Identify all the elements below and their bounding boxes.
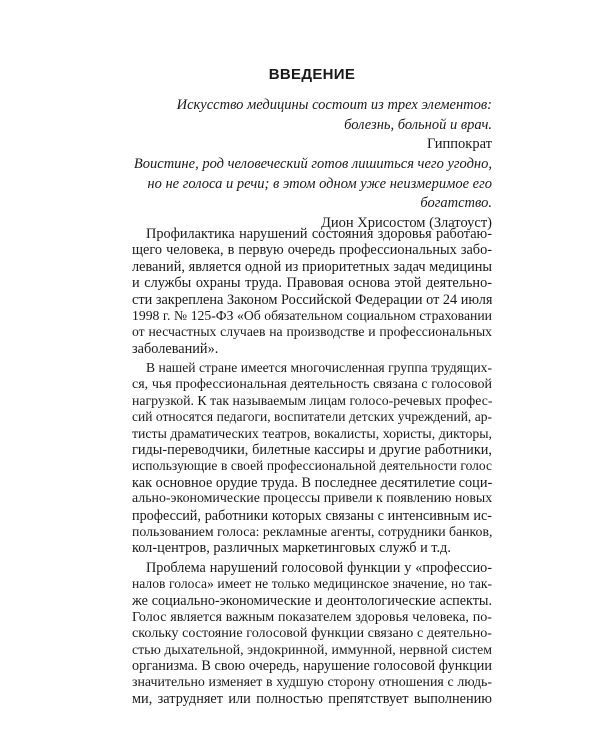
- paragraph-line: и службы охраны труда. Правовая основа этой деятельно-: [132, 275, 492, 292]
- epigraph-quote-line: болезнь, больной и врач.: [344, 116, 492, 133]
- paragraph-line: 1998 г. № 125-ФЗ «Об обязательном социальном страховании: [132, 307, 492, 323]
- paragraph-line: ально-экономические процессы привели к появлению новых: [132, 491, 493, 507]
- epigraph-hippocrates: [132, 96, 492, 155]
- paragraph-line: леваний, является одной из приоритетных задач медицины: [132, 258, 492, 275]
- paragraph: [132, 360, 492, 557]
- epigraph-quote-line: но не голоса и речи; в этом одном уже неизмеримое его: [147, 175, 492, 192]
- paragraph-line: Проблема нарушений голосовой функции у «профессио-: [146, 559, 492, 576]
- paragraph-line: же социально-экономические и деонтологические аспекты.: [132, 592, 492, 609]
- paragraph-line: налов голоса» имеет не только медицинское значение, но так-: [132, 576, 492, 592]
- paragraph-line: сий относятся педагоги, воспитатели детских учреждений, ар-: [132, 409, 492, 425]
- paragraph-line: сти закреплена Законом Российской Федерации от 24 июля: [132, 291, 493, 308]
- paragraph-line: щего человека, в первую очередь профессиональных забо-: [132, 242, 492, 259]
- paragraph-line: нагрузкой. К так называемым лицам голосо-речевых профес-: [132, 392, 493, 408]
- paragraph-line: организма. В свою очередь, нарушение голосовой функции: [132, 658, 492, 675]
- paragraph-line: стью дыхательной, эндокринной, иммунной, нервной систем: [132, 641, 492, 657]
- book-page: [132, 0, 492, 750]
- epigraph-author: Гиппократ: [426, 136, 492, 152]
- paragraph-line: кол-центров, различных маркетинговых служб и т.д.: [132, 540, 451, 557]
- paragraph-line: скольку состояние голосовой функции связано с деятельно-: [132, 625, 492, 642]
- epigraph-author: Дион Хрисостом (Златоуст): [320, 214, 492, 231]
- paragraph: [132, 560, 492, 708]
- paragraph-line: заболеваний».: [132, 340, 219, 357]
- epigraph-quote: [132, 155, 492, 214]
- paragraph-line: использующие в своей профессиональной деятельности голос: [132, 458, 492, 474]
- epigraph-dion-chrysostom: [132, 155, 492, 233]
- body-text: [132, 226, 492, 707]
- paragraph: [132, 226, 492, 357]
- paragraph-line: Профилактика нарушений состояния здоровья работаю-: [146, 226, 492, 242]
- chapter-heading: ВВЕДЕНИЕ: [268, 66, 356, 83]
- paragraph-line: как основное орудие труда. В последнее десятилетие соци-: [132, 474, 493, 491]
- paragraph-line: профессий, работники которых связаны с интенсивным ис-: [132, 507, 492, 524]
- paragraph-line: от несчастных случаев на производстве и профессиональных: [132, 324, 492, 340]
- paragraph-line: пользованием голоса: рекламные агенты, сотрудники банков,: [132, 524, 493, 540]
- paragraph-line: Голос является важным показателем здоровья человека, по-: [132, 608, 492, 625]
- epigraph-quote-line: богатство.: [420, 195, 492, 211]
- epigraph-quote: [132, 96, 492, 135]
- paragraph-line: гиды-переводчики, билетные кассиры и другие работники,: [132, 442, 492, 459]
- paragraph-line: ся, чья профессиональная деятельность связана с голосовой: [132, 376, 492, 392]
- paragraph-line: значительно изменяет в худшую сторону отношения с людь-: [132, 674, 492, 690]
- paragraph-line: ми, затрудняет или полностью препятствует выполнению: [132, 690, 492, 707]
- paragraph-line: В нашей стране имеется многочисленная группа трудящих-: [146, 360, 492, 376]
- epigraph-quote-line: Воистине, род человеческий готов лишиться чего угодно,: [133, 156, 492, 172]
- epigraph-quote-line: Искусство медицины состоит из трех элементов:: [176, 97, 492, 113]
- paragraph-line: тисты драматических театров, вокалисты, хористы, дикторы,: [132, 425, 492, 441]
